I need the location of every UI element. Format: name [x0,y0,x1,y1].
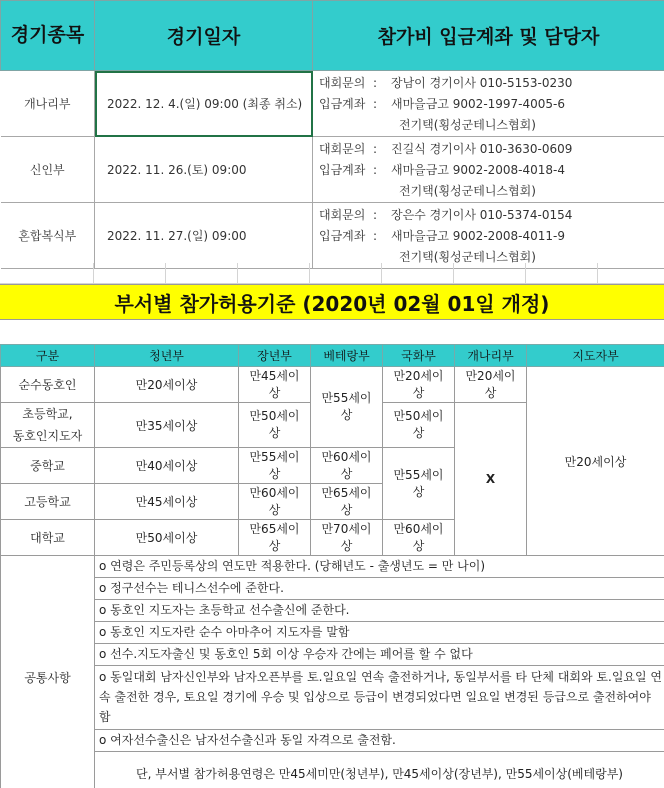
header-senior: 장년부 [239,345,311,367]
inquiry-label: 대회문의 [319,76,366,90]
date-cell[interactable]: 2022. 11. 26.(토) 09:00 [95,137,313,203]
common-rules-row [1,556,664,788]
inquiry-label: 대회문의 [319,208,366,222]
table-row [1,71,664,137]
header-category: 구분 [1,345,95,367]
table-row [1,367,664,403]
criteria-banner: 부서별 참가허용기준 (2020년 02월 01일 개정) [0,284,664,320]
contact-cell[interactable]: 대회문의 : 장은수 경기이사 010-5374-0154 입금계좌 : 새마을금고 9002-2008-4011-9 전기택(횡성군테니스협회) [313,203,664,269]
senior-cell[interactable]: 만65세이 상 [239,520,311,556]
match-schedule-table [0,0,664,269]
age-criteria-table [0,344,664,788]
inquiry-value: 장남이 경기이사 010-5153-0230 [391,76,573,90]
account-holder: 전기택(횡성군테니스협회) [399,118,536,132]
category-cell[interactable]: 대학교 [1,520,95,556]
rule-item: o 동호인 지도자는 초등학교 선수출신에 준한다. [95,600,664,622]
date-cell[interactable]: 2022. 11. 27.(일) 09:00 [95,203,313,269]
division-cell[interactable]: 신인부 [1,137,95,203]
contact-cell[interactable]: 대회문의 : 장남이 경기이사 010-5153-0230 입금계좌 : 새마을금고 9002-1997-4005-6 전기택(횡성군테니스협회) [313,71,664,137]
account-label: 입금계좌 [319,163,366,177]
rule-item: o 동일대회 남자신인부와 남자오픈부를 토.일요일 연속 출전하거나, 동일부서를 타 단체 대회와 토.일요일 연속 출전한 경우, 토요일 경기에 우승 및 입상으로 등급이 변경되었다면 일요일 변경된 등급으로 출전하여야 함 [95,666,664,730]
empty-grid-row[interactable] [0,263,664,284]
senior-cell[interactable]: 만45세이 상 [239,367,311,403]
header-fee-contact: 참가비 입금계좌 및 담당자 [313,1,664,71]
inquiry-value: 진길식 경기이사 010-3630-0609 [391,142,573,156]
account-value: 새마을금고 9002-2008-4018-4 [391,163,566,177]
account-value: 새마을금고 9002-2008-4011-9 [391,229,566,243]
header-veteran: 베테랑부 [311,345,383,367]
forsythia-cell[interactable]: X [455,403,527,556]
table-row [1,203,664,269]
header-event: 경기종목 [1,1,95,71]
senior-cell[interactable]: 만55세이 상 [239,448,311,484]
inquiry-label: 대회문의 [319,142,366,156]
table-row [1,137,664,203]
account-holder: 전기택(횡성군테니스협회) [399,184,536,198]
leader-cell[interactable]: 만20세이상 [527,367,664,556]
senior-cell[interactable]: 만60세이 상 [239,484,311,520]
header-date: 경기일자 [95,1,313,71]
category-cell[interactable]: 고등학교 [1,484,95,520]
division-cell[interactable]: 개나리부 [1,71,95,137]
header-forsythia: 개나리부 [455,345,527,367]
youth-cell[interactable]: 만20세이상 [95,367,239,403]
empty-grid-row[interactable] [0,320,664,344]
chrysanthemum-cell[interactable]: 만20세이 상 [383,367,455,403]
common-label[interactable]: 공통사항 [1,556,95,788]
header-chrysanthemum: 국화부 [383,345,455,367]
youth-cell[interactable]: 만35세이상 [95,403,239,448]
rule-item: o 동호인 지도자란 순수 아마추어 지도자를 말함 [95,622,664,644]
veteran-cell[interactable]: 만70세이 상 [311,520,383,556]
account-holder: 전기택(횡성군테니스협회) [399,250,536,264]
veteran-cell[interactable]: 만65세이 상 [311,484,383,520]
chrysanthemum-cell[interactable]: 만55세이 상 [383,448,455,520]
account-value: 새마을금고 9002-1997-4005-6 [391,97,566,111]
common-rules-cell[interactable] [95,556,664,788]
contact-cell[interactable]: 대회문의 : 진길식 경기이사 010-3630-0609 입금계좌 : 새마을금고 9002-2008-4018-4 전기택(횡성군테니스협회) [313,137,664,203]
account-label: 입금계좌 [319,97,366,111]
veteran-cell[interactable]: 만55세이 상 [311,367,383,448]
rule-item: o 정구선수는 테니스선수에 준한다. [95,578,664,600]
youth-cell[interactable]: 만45세이상 [95,484,239,520]
header-youth: 청년부 [95,345,239,367]
division-cell[interactable]: 혼합복식부 [1,203,95,269]
rule-item: o 여자선수출신은 남자선수출신과 동일 자격으로 출전함. [95,730,664,752]
inquiry-value: 장은수 경기이사 010-5374-0154 [391,208,573,222]
senior-cell[interactable]: 만50세이 상 [239,403,311,448]
header-leader: 지도자부 [527,345,664,367]
rule-item: o 선수.지도자출신 및 동호인 5회 이상 우승자 간에는 페어를 할 수 없다 [95,644,664,666]
category-cell[interactable]: 초등학교, 동호인지도자 [1,403,95,448]
category-cell[interactable]: 순수동호인 [1,367,95,403]
date-cell[interactable]: 2022. 12. 4.(일) 09:00 (최종 취소) [95,71,313,137]
youth-cell[interactable]: 만50세이상 [95,520,239,556]
forsythia-cell[interactable]: 만20세이 상 [455,367,527,403]
account-label: 입금계좌 [319,229,366,243]
youth-cell[interactable]: 만40세이상 [95,448,239,484]
rule-footnote: 단, 부서별 참가허용연령은 만45세미만(청년부), 만45세이상(장년부), 만55세이상(베테랑부) [136,767,623,781]
veteran-cell[interactable]: 만60세이 상 [311,448,383,484]
chrysanthemum-cell[interactable]: 만60세이 상 [383,520,455,556]
chrysanthemum-cell[interactable]: 만50세이 상 [383,403,455,448]
category-cell[interactable]: 중학교 [1,448,95,484]
rule-item: o 연령은 주민등록상의 연도만 적용한다. (당해년도 - 출생년도 = 만 나이) [95,556,664,578]
